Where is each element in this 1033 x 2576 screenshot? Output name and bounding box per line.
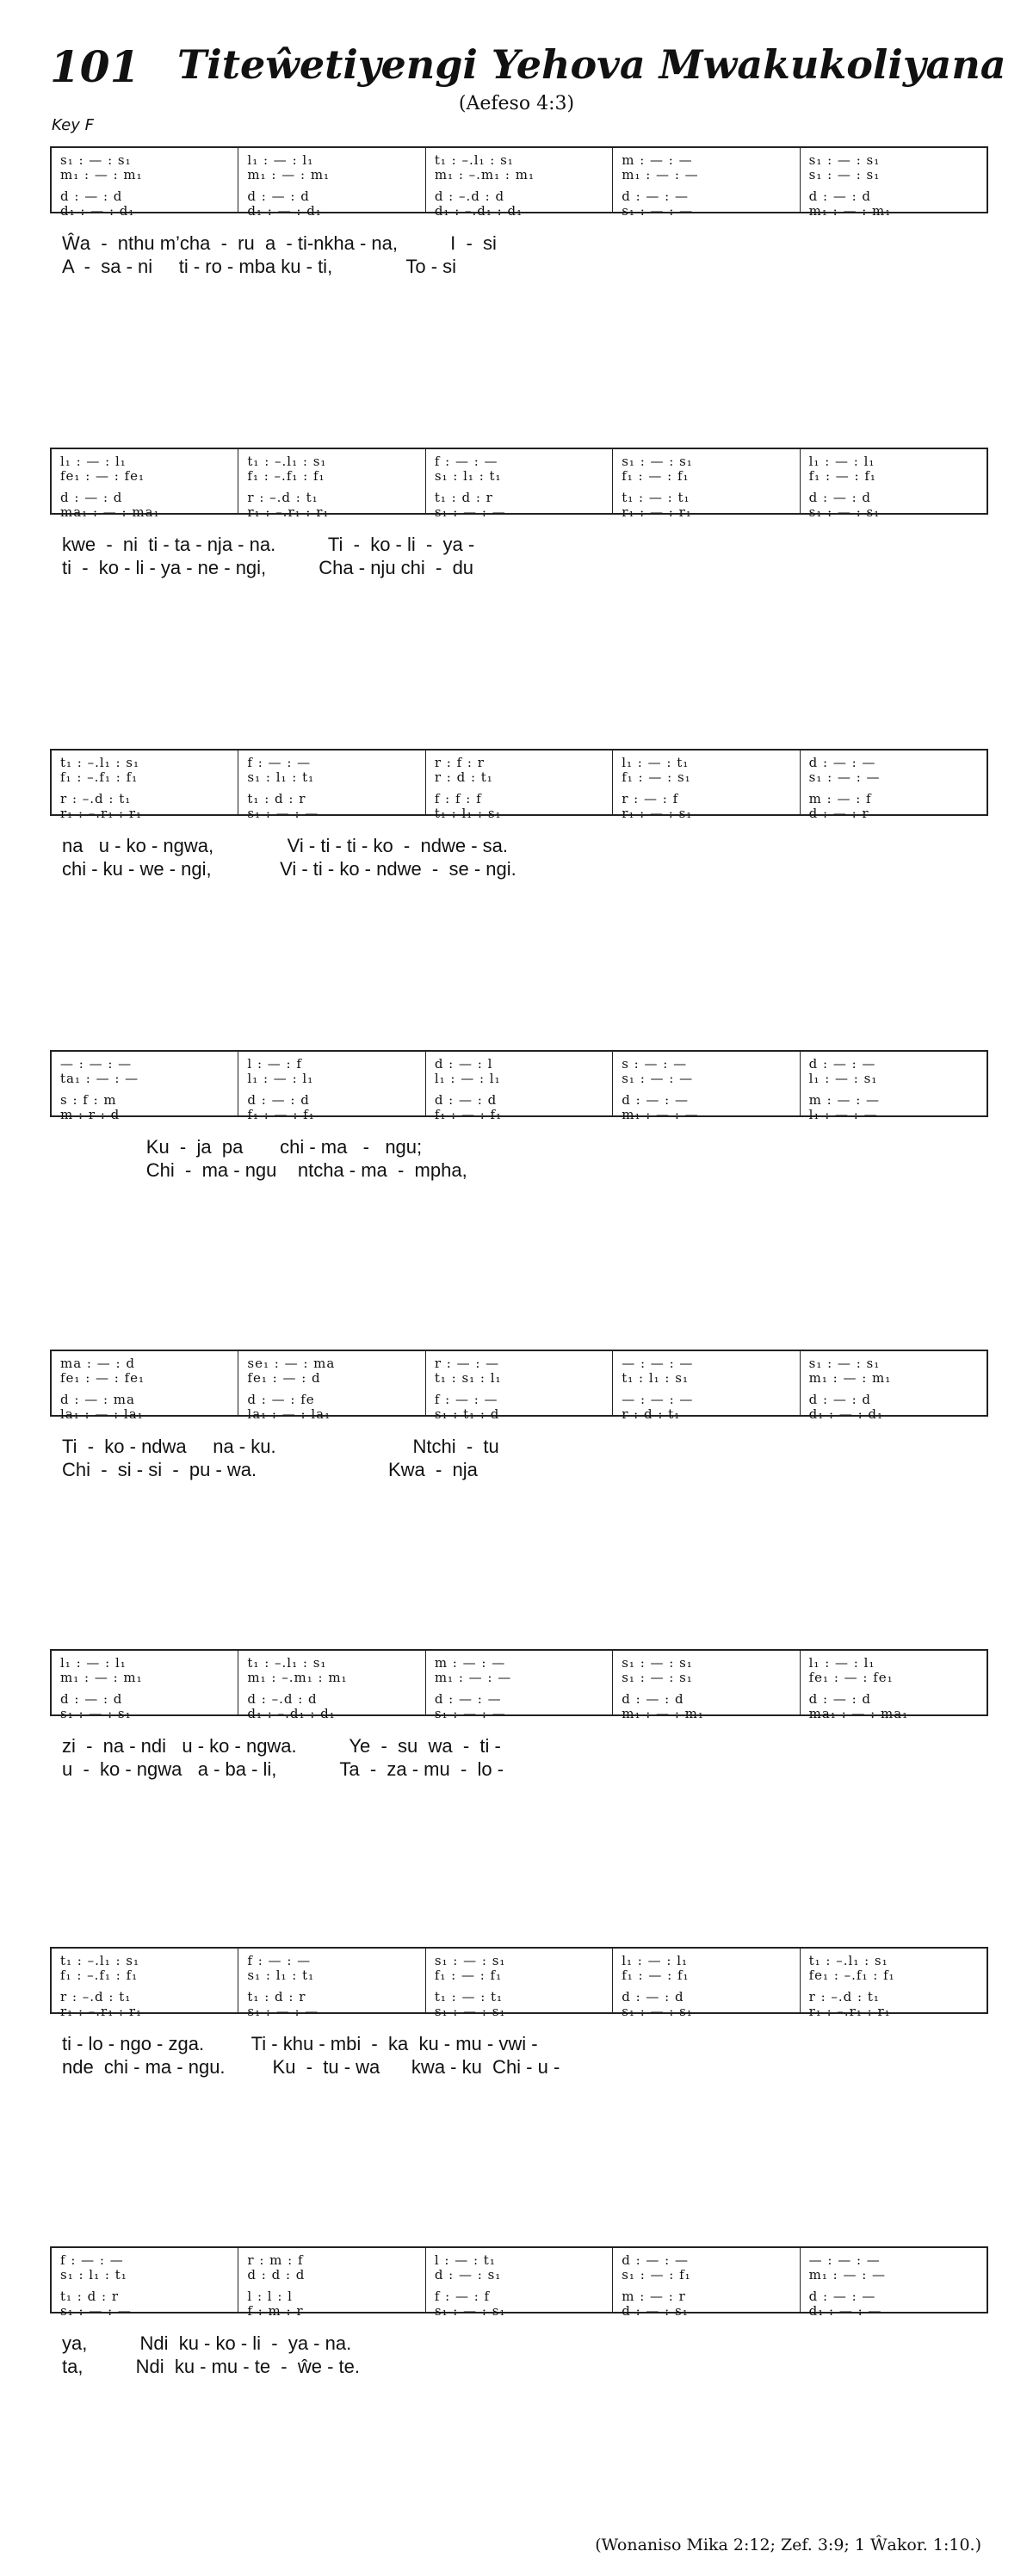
voice-line: s₁ : — : — — [622, 203, 694, 219]
voice-line: f₁ : — : f₁ — [622, 1968, 690, 1983]
voice-line: t₁ : s₁ : l₁ — [434, 1370, 502, 1386]
voice-line: d : — : s₁ — [622, 2303, 689, 2319]
measure — [613, 1651, 800, 1721]
voice-line: d : d : d — [247, 2267, 306, 2283]
lyric-line: na u - ko - ngwa, Vi - ti - ti - ko - ndwe - sa. — [62, 835, 508, 856]
measure — [801, 1651, 987, 1721]
voice-line: d : — : d — [60, 1691, 123, 1707]
voice-line: d : — : r — [808, 806, 869, 821]
voice-line: s₁ : — : s₁ — [808, 152, 881, 168]
voice-line: s₁ : — : s₁ — [434, 1953, 506, 1968]
voice-line: d : — : d — [808, 1691, 872, 1707]
measure — [52, 148, 238, 219]
voice-line: l : l : l — [247, 2289, 293, 2304]
voice-line: r : d : t₁ — [434, 769, 493, 785]
voice-line: d : — : l — [434, 1056, 493, 1072]
measure — [613, 148, 800, 219]
voice-line: t₁ : –.l₁ : s₁ — [434, 152, 514, 168]
music-system — [50, 2246, 988, 2384]
voice-line: t₁ : d : r — [60, 2289, 119, 2304]
lyric-line: kwe - ni ti - ta - nja - na. Ti - ko - li - ya - — [62, 534, 475, 555]
voice-line: l₁ : — : t₁ — [622, 755, 690, 770]
voice-line: d : — : fe — [247, 1392, 315, 1407]
voice-line: d₁ : — : d₁ — [808, 1406, 884, 1422]
voice-line: d : — : s₁ — [434, 2267, 502, 2283]
voice-line: m₁ : — : m₁ — [60, 1670, 143, 1685]
measure — [613, 2248, 800, 2319]
measure — [801, 1052, 987, 1122]
voice-line: f : — : — — [434, 454, 498, 469]
voice-line: r₁ : — : r₁ — [622, 504, 692, 520]
voice-line: s₁ : — : — — [60, 2303, 132, 2319]
voice-line: t₁ : l₁ : s₁ — [434, 806, 502, 821]
measure — [801, 449, 987, 520]
voice-line: d : — : d — [622, 1989, 684, 2005]
voice-line: r₁ : –.r₁ : r₁ — [247, 504, 330, 520]
staff — [50, 749, 988, 821]
measure — [238, 1052, 425, 1122]
voice-line: s : — : — — [622, 1056, 688, 1072]
voice-line: d : — : d — [247, 1092, 310, 1108]
voice-line: f₁ : — : f₁ — [247, 1107, 315, 1122]
voice-line: t₁ : –.l₁ : s₁ — [247, 1655, 327, 1671]
voice-line: m₁ : — : m₁ — [622, 1706, 704, 1721]
voice-line: f : — : — — [60, 2252, 124, 2268]
voice-line: r₁ : –.r₁ : r₁ — [60, 806, 142, 821]
voice-line: d : — : d — [622, 1691, 684, 1707]
measure — [426, 1052, 613, 1122]
voice-line: d : –.d : d — [247, 1691, 318, 1707]
lyric-line: Chi - si - si - pu - wa. Kwa - nja — [62, 1459, 478, 1480]
voice-line: d : — : d — [808, 1392, 872, 1407]
voice-line: d : — : — — [622, 2252, 690, 2268]
voice-line: s₁ : — : s₁ — [60, 1706, 132, 1721]
voice-line: f : — : — — [247, 755, 312, 770]
voice-line: d₁ : –.d₁ : d₁ — [434, 203, 523, 219]
voice-line: f₁ : — : f₁ — [622, 468, 690, 484]
music-system — [50, 749, 988, 886]
staff — [50, 2246, 988, 2319]
lyric-line: ti - lo - ngo - zga. Ti - khu - mbi - ka ku - mu - vwi - — [62, 2033, 538, 2054]
voice-line: d₁ : — : — — [808, 2303, 882, 2319]
voice-line: s₁ : — : — — [247, 2004, 319, 2019]
voice-line: d : — : d — [808, 188, 872, 204]
voice-line: l₁ : — : l₁ — [622, 1953, 689, 1968]
music-system — [50, 448, 988, 585]
music-system — [50, 1947, 988, 2085]
voice-line: d : — : d — [60, 490, 123, 505]
voice-line: r : –.d : t₁ — [808, 1989, 880, 2005]
voice-line: f : f : f — [434, 791, 482, 806]
measure — [52, 2248, 238, 2319]
voice-line: m : r : d — [60, 1107, 121, 1122]
lyric-line: ti - ko - li - ya - ne - ngi, Cha - nju chi - du — [62, 557, 474, 578]
voice-line: d : –.d : d — [434, 188, 505, 204]
measure — [426, 1949, 613, 2019]
voice-line: m₁ : — : — — [622, 167, 699, 182]
voice-line: s₁ : — : s₁ — [622, 1655, 693, 1671]
voice-line: d : — : ma — [60, 1392, 135, 1407]
voice-line: m₁ : –.m₁ : m₁ — [247, 1670, 348, 1685]
voice-line: f₁ : –.f₁ : f₁ — [60, 769, 139, 785]
measure — [613, 1052, 800, 1122]
voice-line: m₁ : — : — — [808, 2267, 887, 2283]
cross-reference: (Wonaniso Mika 2:12; Zef. 3:9; 1 Ŵakor. 1:10.) — [595, 2536, 981, 2554]
staff — [50, 1350, 988, 1422]
voice-line: s₁ : l₁ : t₁ — [247, 1968, 315, 1983]
voice-line: r₁ : –.r₁ : r₁ — [60, 2004, 142, 2019]
voice-line: ma₁ : — : ma₁ — [808, 1706, 909, 1721]
voice-line: f : m : r — [247, 2303, 304, 2319]
voice-line: t₁ : –.l₁ : s₁ — [60, 1953, 140, 1968]
voice-line: s₁ : — : s₁ — [434, 2303, 506, 2319]
measure — [426, 148, 613, 219]
voice-line: r : m : f — [247, 2252, 304, 2268]
voice-line: m : — : r — [622, 2289, 686, 2304]
voice-line: d : — : d — [60, 188, 123, 204]
voice-line: fe₁ : –.f₁ : f₁ — [808, 1968, 895, 1983]
measure — [613, 449, 800, 520]
measure — [238, 751, 425, 821]
measure — [613, 1351, 800, 1422]
voice-line: l₁ : — : l₁ — [60, 454, 127, 469]
voice-line: ma₁ : — : ma₁ — [60, 504, 160, 520]
voice-line: f₁ : –.f₁ : f₁ — [60, 1968, 139, 1983]
voice-line: se₁ : — : ma — [247, 1356, 336, 1371]
voice-line: d : — : — — [434, 1691, 502, 1707]
staff — [50, 1947, 988, 2019]
voice-line: l : — : t₁ — [434, 2252, 496, 2268]
lyric-line: Ti - ko - ndwa na - ku. Ntchi - tu — [62, 1436, 499, 1457]
voice-line: fe₁ : — : fe₁ — [60, 468, 145, 484]
measure — [801, 1351, 987, 1422]
voice-line: la₁ : — : la₁ — [247, 1406, 331, 1422]
voice-line: f : — : — — [434, 1392, 498, 1407]
voice-line: s₁ : — : — — [622, 1071, 694, 1086]
voice-line: m : — : f — [808, 791, 872, 806]
voice-line: f₁ : — : s₁ — [622, 769, 691, 785]
voice-line: l₁ : — : l₁ — [247, 152, 314, 168]
voice-line: t₁ : d : r — [434, 490, 493, 505]
voice-line: m₁ : — : — — [434, 1670, 512, 1685]
voice-line: m : — : — — [622, 152, 693, 168]
voice-line: r : — : f — [622, 791, 679, 806]
lyric-line: A - sa - ni ti - ro - mba ku - ti, To - si — [62, 256, 457, 277]
voice-line: t₁ : –.l₁ : s₁ — [60, 755, 140, 770]
measure — [613, 751, 800, 821]
voice-line: m₁ : — : m₁ — [60, 167, 143, 182]
voice-line: s₁ : — : s₁ — [808, 504, 881, 520]
voice-line: l₁ : — : — — [808, 1107, 878, 1122]
voice-line: la₁ : — : la₁ — [60, 1406, 144, 1422]
measure — [238, 1949, 425, 2019]
staff — [50, 146, 988, 219]
lyric-line: ya, Ndi ku - ko - li - ya - na. — [62, 2332, 352, 2354]
music-system — [50, 146, 988, 284]
voice-line: s₁ : — : s₁ — [808, 167, 881, 182]
voice-line: ta₁ : — : — — [60, 1071, 139, 1086]
voice-line: — : — : — — [60, 1056, 133, 1072]
voice-line: d₁ : — : d₁ — [247, 203, 322, 219]
voice-line: m : — : — — [434, 1655, 506, 1671]
voice-line: s₁ : — : — — [434, 504, 506, 520]
voice-line: d : — : — — [622, 188, 690, 204]
voice-line: l₁ : — : l₁ — [434, 1071, 501, 1086]
voice-line: s₁ : l₁ : t₁ — [60, 2267, 127, 2283]
measure — [52, 1052, 238, 1122]
measure — [238, 1651, 425, 1721]
voice-line: r₁ : –.r₁ : r₁ — [808, 2004, 891, 2019]
lyric-line: ta, Ndi ku - mu - te - ŵe - te. — [62, 2356, 360, 2377]
voice-line: — : — : — — [622, 1392, 694, 1407]
voice-line: s₁ : l₁ : t₁ — [247, 769, 315, 785]
voice-line: t₁ : l₁ : s₁ — [622, 1370, 689, 1386]
lyric-line: u - ko - ngwa a - ba - li, Ta - za - mu - lo - — [62, 1758, 504, 1780]
voice-line: d : — : d — [434, 1092, 498, 1108]
voice-line: t₁ : — : t₁ — [622, 490, 690, 505]
voice-line: r : –.d : t₁ — [60, 1989, 132, 2005]
staff — [50, 448, 988, 520]
measure — [426, 2248, 613, 2319]
measure — [238, 2248, 425, 2319]
lyric-line: chi - ku - we - ngi, Vi - ti - ko - ndwe - se - ngi. — [62, 858, 516, 880]
voice-line: m₁ : — : — — [622, 1107, 699, 1122]
voice-line: m₁ : — : m₁ — [247, 167, 331, 182]
voice-line: r : d : t₁ — [622, 1406, 681, 1422]
voice-line: l₁ : — : l₁ — [808, 1655, 875, 1671]
voice-line: d₁ : — : d₁ — [60, 203, 135, 219]
voice-line: — : — : — — [622, 1356, 694, 1371]
voice-line: d : — : d — [808, 490, 872, 505]
music-system — [50, 1350, 988, 1487]
measure — [52, 1949, 238, 2019]
voice-line: s₁ : — : s₁ — [622, 1670, 693, 1685]
voice-line: l₁ : — : s₁ — [808, 1071, 878, 1086]
voice-line: f₁ : — : f₁ — [808, 468, 876, 484]
voice-line: l₁ : — : l₁ — [60, 1655, 127, 1671]
measure — [52, 751, 238, 821]
voice-line: — : — : — — [808, 2252, 881, 2268]
voice-line: t₁ : –.l₁ : s₁ — [247, 454, 327, 469]
key-signature: Key F — [52, 116, 94, 134]
staff — [50, 1649, 988, 1721]
voice-line: s₁ : — : — — [434, 1706, 506, 1721]
voice-line: s₁ : — : s₁ — [60, 152, 132, 168]
voice-line: r : –.d : t₁ — [60, 791, 132, 806]
voice-line: m : — : — — [808, 1092, 881, 1108]
voice-line: fe₁ : — : fe₁ — [60, 1370, 145, 1386]
voice-line: fe₁ : — : fe₁ — [808, 1670, 894, 1685]
voice-line: r : f : r — [434, 755, 485, 770]
measure — [238, 1351, 425, 1422]
voice-line: m₁ : — : m₁ — [808, 1370, 892, 1386]
lyric-line: Ŵa - nthu m’cha - ru a - ti-nkha - na, I - si — [62, 232, 497, 254]
voice-line: l₁ : — : l₁ — [808, 454, 875, 469]
voice-line: f₁ : –.f₁ : f₁ — [247, 468, 325, 484]
voice-line: fe₁ : — : d — [247, 1370, 321, 1386]
lyric-line: zi - na - ndi u - ko - ngwa. Ye - su wa - ti - — [62, 1735, 501, 1757]
measure — [613, 1949, 800, 2019]
voice-line: d₁ : –.d₁ : d₁ — [247, 1706, 336, 1721]
measure — [52, 449, 238, 520]
voice-line: m₁ : — : m₁ — [808, 203, 892, 219]
measure — [801, 1949, 987, 2019]
voice-line: s : f : m — [60, 1092, 117, 1108]
voice-line: t₁ : –.l₁ : s₁ — [808, 1953, 888, 1968]
voice-line: s₁ : — : f₁ — [622, 2267, 691, 2283]
voice-line: t₁ : d : r — [247, 791, 306, 806]
voice-line: l₁ : — : l₁ — [247, 1071, 314, 1086]
measure — [426, 449, 613, 520]
voice-line: f₁ : — : f₁ — [434, 1968, 503, 1983]
voice-line: t₁ : d : r — [247, 1989, 306, 2005]
measure — [801, 751, 987, 821]
voice-line: r₁ : — : s₁ — [622, 806, 693, 821]
measure — [801, 148, 987, 219]
voice-line: s₁ : l₁ : t₁ — [434, 468, 502, 484]
staff — [50, 1050, 988, 1122]
measure — [52, 1651, 238, 1721]
voice-line: f : — : f — [434, 2289, 491, 2304]
voice-line: s₁ : — : — — [247, 806, 319, 821]
voice-line: r : –.d : t₁ — [247, 490, 319, 505]
voice-line: d : — : — — [622, 1092, 690, 1108]
lyric-line: Ku - ja pa chi - ma - ngu; — [62, 1136, 423, 1158]
measure — [238, 148, 425, 219]
measure — [426, 1351, 613, 1422]
lyric-line: nde chi - ma - ngu. Ku - tu - wa kwa - ku Chi - u - — [62, 2056, 560, 2078]
voice-line: f₁ : — : f₁ — [434, 1107, 503, 1122]
lyric-line: Chi - ma - ngu ntcha - ma - mpha, — [62, 1159, 467, 1181]
measure — [238, 449, 425, 520]
measure — [426, 751, 613, 821]
voice-line: d : — : — — [808, 755, 876, 770]
voice-line: s₁ : — : s₁ — [808, 1356, 881, 1371]
measure — [52, 1351, 238, 1422]
voice-line: r : — : — — [434, 1356, 500, 1371]
measure — [801, 2248, 987, 2319]
voice-line: m₁ : –.m₁ : m₁ — [434, 167, 535, 182]
voice-line: f : — : — — [247, 1953, 312, 1968]
hymn-number: 101 — [50, 41, 140, 92]
voice-line: d : — : d — [247, 188, 310, 204]
music-system — [50, 1649, 988, 1787]
voice-line: ma : — : d — [60, 1356, 135, 1371]
voice-line: d : — : — — [808, 2289, 876, 2304]
measure — [426, 1651, 613, 1721]
voice-line: s₁ : — : s₁ — [622, 454, 693, 469]
voice-line: s₁ : t₁ : d — [434, 1406, 500, 1422]
voice-line: s₁ : — : — — [808, 769, 881, 785]
music-system — [50, 1050, 988, 1188]
voice-line: l : — : f — [247, 1056, 302, 1072]
voice-line: s₁ : — : s₁ — [434, 2004, 506, 2019]
hymn-title: Titeŵetiyengi Yehova Mwakukoliyana — [177, 41, 1006, 88]
scripture-citation: (Aefeso 4:3) — [458, 93, 575, 114]
voice-line: d : — : — — [808, 1056, 876, 1072]
voice-line: s₁ : — : s₁ — [622, 2004, 693, 2019]
voice-line: t₁ : — : t₁ — [434, 1989, 504, 2005]
